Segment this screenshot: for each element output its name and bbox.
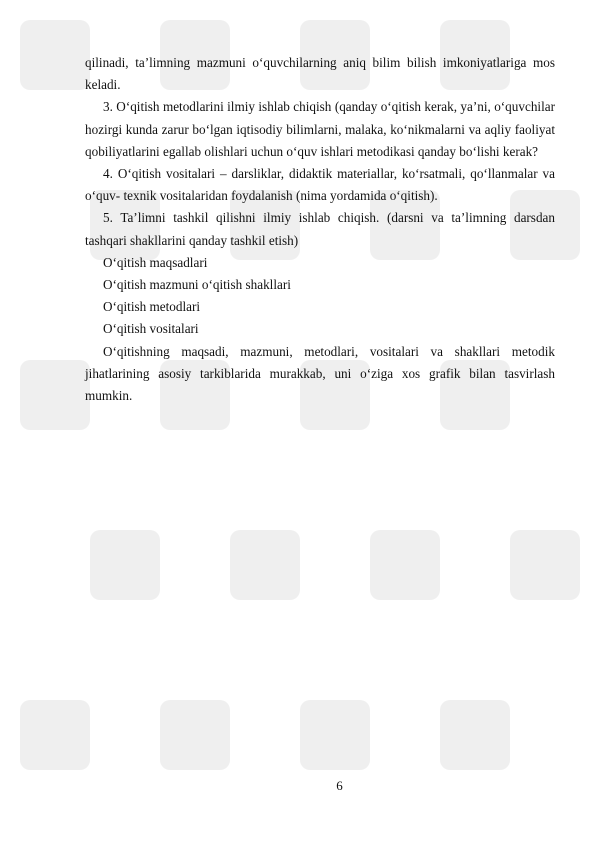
list-item-objectives: O‘qitish maqsadlari (103, 254, 208, 270)
document-body (85, 52, 555, 407)
paragraph-continued: qilinadi, ta’limning mazmuni o‘quvchilarning aniq bilim bilish imkoniyatlariga mos keladi. (85, 55, 555, 93)
list-item-content-forms: O‘qitish mazmuni o‘qitish shakllari (103, 277, 291, 293)
paragraph-item-3: 3. O‘qitish metodlarini ilmiy ishlab chiqish (qanday o‘qitish kerak, ya’ni, o‘quvchilar hozirgi kunda zarur bo‘lgan iqtisodiy bilimlarni, malaka, ko‘nikmalarni va aqliy faoliyat qobiliyatlarini egallab olishlari uchun o‘quv ishlari metodikasi qanday bo‘lishi kerak? (85, 99, 555, 159)
page-number: 6 (336, 778, 343, 793)
paragraph-item-5: 5. Ta’limni tashkil qilishni ilmiy ishlab chiqish. (darsni va ta’limning darsdan tashqari shakllarini qanday tashkil etish) (85, 210, 555, 248)
paragraph-closing: O‘qitishning maqsadi, mazmuni, metodlari, vositalari va shakllari metodik jihatlarining asosiy tarkiblarida murakkab, uni o‘ziga xos grafik bilan tasvirlash mumkin. (85, 343, 555, 404)
list-item-methods: O‘qitish metodlari (103, 299, 201, 315)
paragraph-item-4: 4. O‘qitish vositalari – darsliklar, didaktik materiallar, ko‘rsatmali, qo‘llanmalar va o‘quv- texnik vositalaridan foydalanish (nima yordamida o‘qitish). (85, 166, 555, 204)
list-item-tools: O‘qitish vositalari (103, 321, 199, 337)
